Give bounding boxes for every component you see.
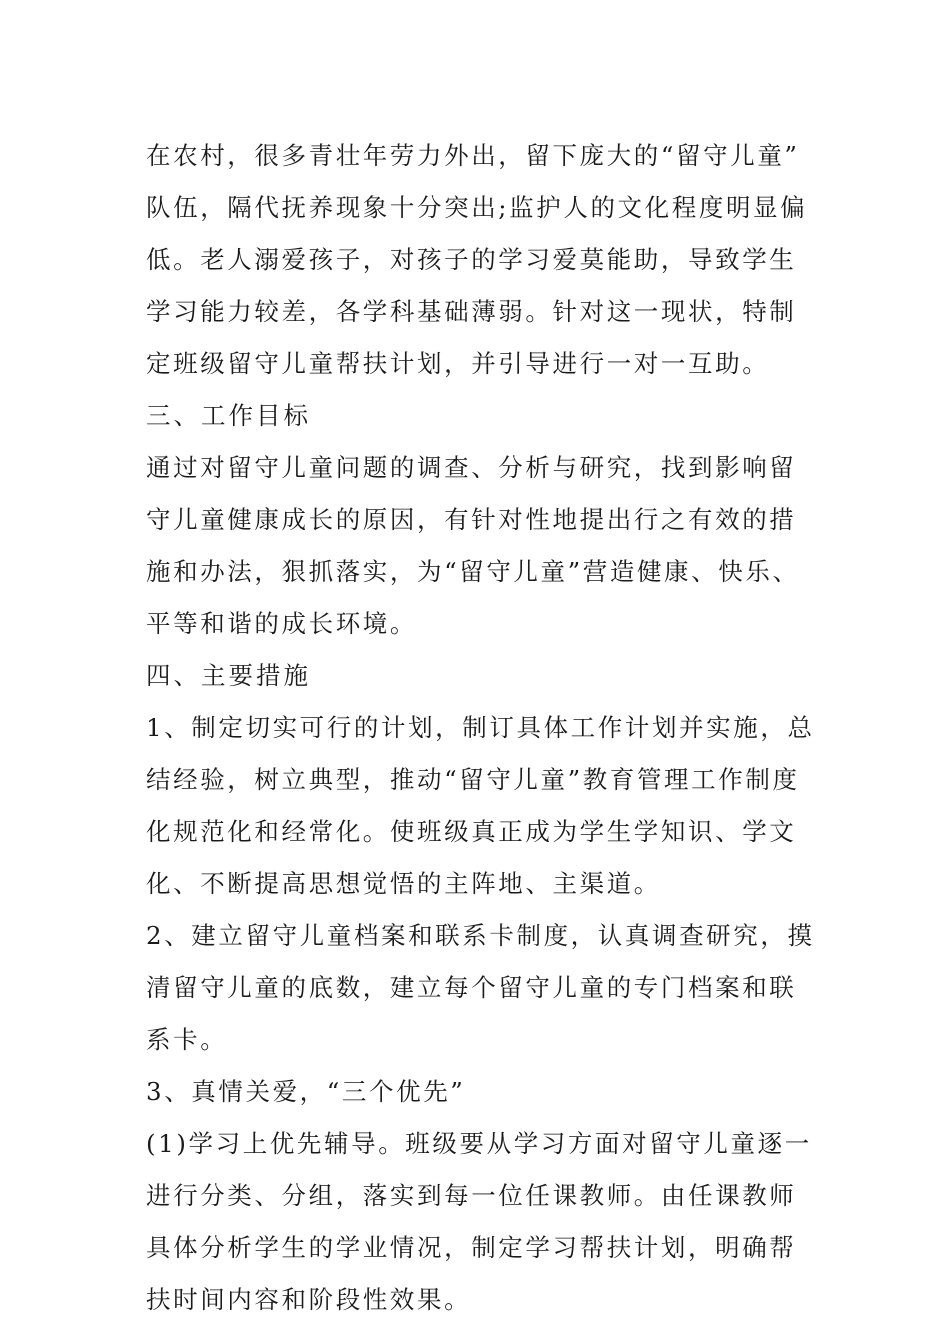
paragraph-goals: 通过对留守儿童问题的调查、分析与研究，找到影响留守儿童健康成长的原因，有针对性地提出行之有效的措施和办法，狠抓落实，为“留守儿童”营造健康、快乐、平等和谐的成长环境。 [146, 453, 800, 638]
paragraph-measure-3-1: (1)学习上优先辅导。班级要从学习方面对留守儿童逐一进行分类、分组，落实到每一位任课教师。由任课教师具体分析学生的学业情况，制定学习帮扶计划，明确帮扶时间内容和阶段性效果。 [146, 1129, 812, 1314]
section-heading-goals: 三、工作目标 [146, 401, 311, 430]
paragraph-background: 在农村，很多青壮年劳力外出，留下庞大的“留守儿童”队伍，隔代抚养现象十分突出;监护人的文化程度明显偏低。老人溺爱孩子，对孩子的学习爱莫能助，导致学生学习能力较差，各学科基础薄弱。针对这一现状，特制定班级留守儿童帮扶计划，并引导进行一对一互助。 [146, 141, 808, 378]
paragraph-measure-2: 2、建立留守儿童档案和联系卡制度，认真调查研究，摸清留守儿童的底数，建立每个留守儿童的专门档案和联系卡。 [146, 921, 815, 1054]
document-body [146, 130, 816, 1326]
paragraph-measure-3: 3、真情关爱，“三个优先” [146, 1077, 466, 1106]
section-heading-measures: 四、主要措施 [146, 661, 311, 690]
paragraph-measure-1: 1、制定切实可行的计划，制订具体工作计划并实施，总结经验，树立典型，推动“留守儿童”教育管理工作制度化规范化和经常化。使班级真正成为学生学知识、学文化、不断提高思想觉悟的主阵地、主渠道。 [146, 713, 815, 898]
